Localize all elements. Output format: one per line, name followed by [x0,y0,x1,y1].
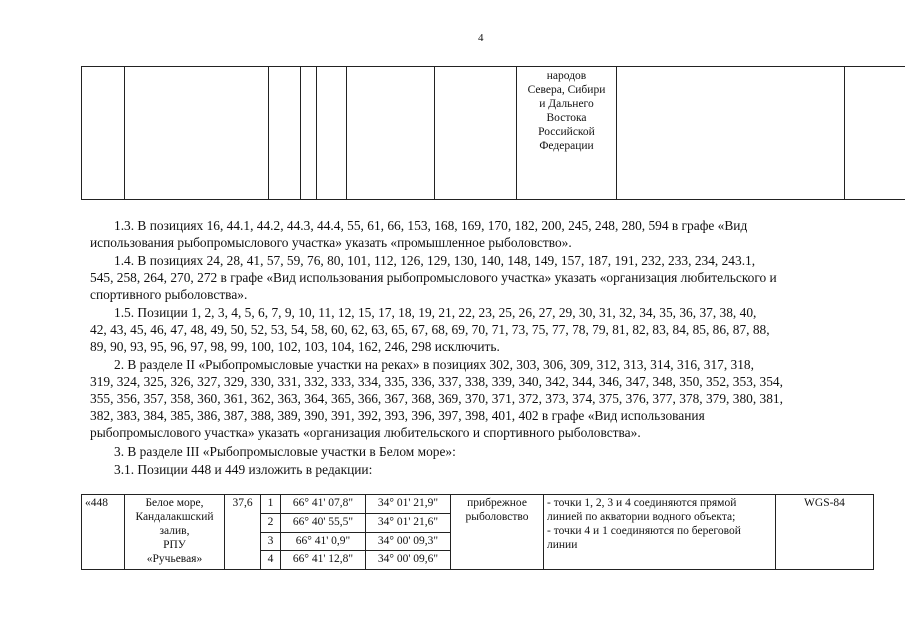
paragraph-line: 42, 43, 45, 46, 47, 48, 49, 50, 52, 53, 54, 58, 60, 62, 63, 65, 67, 68, 69, 70, 71, 73, 75, 77, 78, 79, 81, 82, 83, 84, 85, 86, 87, 88, [90,322,770,337]
usage-line: рыболовство [465,511,529,523]
paragraph-line: 3. В разделе III «Рыбопромысловые участки в Белом море»: [114,444,456,459]
paragraph-1-5 [90,304,870,355]
site-name-line: Белое море, [145,497,204,509]
description-line: - точки 4 и 1 соединяются по береговой [547,525,741,537]
site-name-line: РПУ [163,539,186,551]
page-number: 4 [478,32,484,44]
boundary-description [544,495,776,570]
cont-cell-description [617,67,845,200]
cont-cell-area [269,67,301,200]
paragraph-3 [90,443,870,460]
cont-cell-system [845,67,905,200]
paragraph-1-3 [90,217,870,251]
paragraph-line: 1.3. В позициях 16, 44.1, 44.2, 44.3, 44.4, 55, 61, 66, 153, 168, 169, 170, 182, 200, 245, 248, 280, 594 в графе «Вид [114,218,748,233]
description-line: - точки 1, 2, 3 и 4 соединяются прямой [547,497,737,509]
cont-cell-number [82,67,125,200]
point-number: 4 [261,551,281,570]
position-448-table [81,494,874,570]
point-longitude: 34° 01' 21,6" [366,513,451,532]
point-number: 2 [261,513,281,532]
point-latitude: 66° 41' 07,8" [281,495,366,514]
cont-usage-line: Российской [538,126,595,138]
paragraph-line: спортивного рыболовства». [90,287,248,302]
paragraph-1-4 [90,252,870,303]
paragraph-line: 382, 383, 384, 385, 386, 387, 388, 389, 390, 391, 392, 393, 396, 397, 398, 401, 402 в графе «Вид использования [90,408,705,423]
description-line: линии [547,539,578,551]
usage-type [451,495,544,570]
position-number: «448 [82,495,125,570]
site-name [125,495,225,570]
paragraph-line: рыбопромыслового участка» указать «организация любительского и спортивного рыболовства». [90,425,641,440]
paragraph-line: 2. В разделе II «Рыбопромысловые участки на реках» в позициях 302, 303, 306, 309, 312, 313, 314, 316, 317, 318, [114,357,754,372]
cont-usage-line: Федерации [539,140,594,152]
description-line: линией по акватории водного объекта; [547,511,736,523]
cont-usage-line: Севера, Сибири [527,84,606,96]
paragraph-line: 545, 258, 264, 270, 272 в графе «Вид использования рыбопромыслового участка» указать «организация любительского и [90,270,777,285]
paragraph-line: 1.5. Позиции 1, 2, 3, 4, 5, 6, 7, 9, 10, 11, 12, 15, 17, 18, 19, 21, 22, 23, 25, 26, 27, 29, 30, 31, 32, 34, 35, 36, 37, 38, 40, [114,305,757,320]
site-area: 37,6 [225,495,261,570]
paragraph-line: использования рыбопромыслового участка» указать «промышленное рыболовство». [90,235,572,250]
cont-cell-name [125,67,269,200]
point-latitude: 66° 40' 55,5" [281,513,366,532]
paragraph-line: 1.4. В позициях 24, 28, 41, 57, 59, 76, 80, 101, 112, 126, 129, 130, 140, 148, 149, 157, 187, 191, 232, 233, 234, 243.1, [114,253,756,268]
site-name-line: «Ручьевая» [146,553,203,565]
point-longitude: 34° 01' 21,9" [366,495,451,514]
cont-cell-lat2 [347,67,435,200]
cont-usage-line: народов [546,70,587,82]
paragraph-line: 355, 356, 357, 358, 360, 361, 362, 363, 364, 365, 366, 367, 368, 369, 370, 371, 372, 373, 374, 375, 376, 377, 378, 379, 380, 381, [90,391,783,406]
point-longitude: 34° 00' 09,6" [366,551,451,570]
cont-cell-usage [517,67,617,200]
cont-usage-line: и Дальнего [539,98,594,110]
point-latitude: 66° 41' 0,9" [281,532,366,551]
cont-cell-lon [435,67,517,200]
cont-cell-point [301,67,317,200]
site-name-line: Кандалакшский [135,511,214,523]
point-latitude: 66° 41' 12,8" [281,551,366,570]
usage-line: прибрежное [467,497,527,509]
paragraph-line: 3.1. Позиции 448 и 449 изложить в редакции: [114,462,373,477]
point-longitude: 34° 00' 09,3" [366,532,451,551]
site-name-line: залив, [159,525,190,537]
cont-usage-line: Востока [546,112,587,124]
point-number: 3 [261,532,281,551]
point-number: 1 [261,495,281,514]
continuation-table [81,66,905,200]
paragraph-line: 319, 324, 325, 326, 327, 329, 330, 331, 332, 333, 334, 335, 336, 337, 338, 339, 340, 342, 344, 346, 347, 348, 350, 352, 353, 354, [90,374,783,389]
cont-cell-lat [317,67,347,200]
paragraph-line: 89, 90, 93, 95, 96, 97, 98, 99, 100, 102, 103, 104, 162, 246, 298 исключить. [90,339,500,354]
coordinate-system: WGS-84 [776,495,874,570]
paragraph-3-1 [90,461,870,478]
paragraph-2 [90,356,870,441]
